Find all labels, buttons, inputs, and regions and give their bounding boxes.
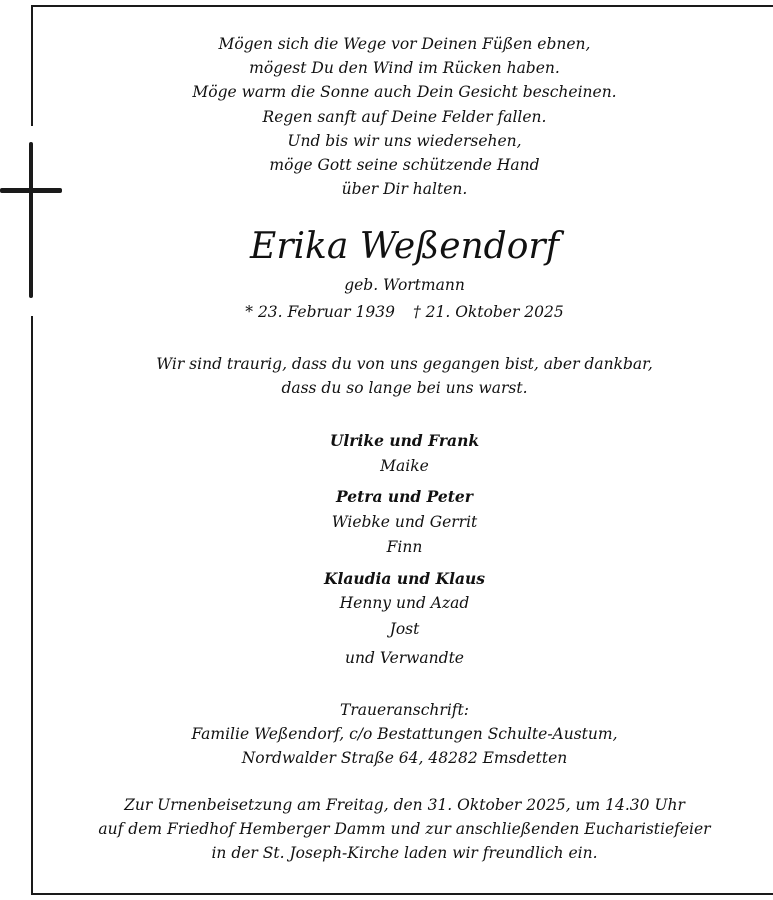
mourner-family-head: Ulrike und Frank xyxy=(329,431,480,450)
burial-notice-line: in der St. Joseph-Kirche laden wir freundlich ein. xyxy=(211,844,598,862)
mourning-address-label: Traueranschrift: xyxy=(340,701,469,719)
mourner-family-head: Petra und Peter xyxy=(336,487,473,506)
thanks-line: dass du so lange bei uns warst. xyxy=(281,379,528,397)
burial-notice-line: auf dem Friedhof Hemberger Damm und zur anschließenden Eucharistiefeier xyxy=(98,820,711,838)
poem-line: Regen sanft auf Deine Felder fallen. xyxy=(262,107,547,126)
deceased-name: Erika Weßendorf xyxy=(250,226,559,267)
mourner-family-member: Maike xyxy=(380,456,429,475)
birth-name: geb. Wortmann xyxy=(344,276,465,294)
thanks-text xyxy=(36,352,773,400)
poem-line: Möge warm die Sonne auch Dein Gesicht bescheinen. xyxy=(192,83,617,102)
mourner-family-member: Henny und Azad xyxy=(339,594,470,612)
mourner-family-member: Jost xyxy=(389,619,420,638)
poem-line: mögest Du den Wind im Rücken haben. xyxy=(249,59,560,78)
burial-notice xyxy=(36,793,773,865)
life-dates xyxy=(36,301,773,323)
mourner-family-member: Finn xyxy=(386,538,423,556)
poem xyxy=(36,32,773,201)
mourning-address-line: Familie Weßendorf, c/o Bestattungen Schulte-Austum, xyxy=(191,725,618,744)
mourners-list xyxy=(36,428,773,642)
thanks-line: Wir sind traurig, dass du von uns gegangen bist, aber dankbar, xyxy=(156,355,653,373)
poem-line: möge Gott seine schützende Hand xyxy=(269,156,540,175)
mourning-address xyxy=(36,698,773,771)
poem-line: über Dir halten. xyxy=(341,180,468,199)
poem-line: Und bis wir uns wiedersehen, xyxy=(287,131,522,150)
mourner-family-member: Wiebke und Gerrit xyxy=(331,512,478,531)
cross-vertical-bar xyxy=(29,142,33,298)
mourning-address-line: Nordwalder Straße 64, 48282 Emsdetten xyxy=(241,749,568,768)
burial-notice-line: Zur Urnenbeisetzung am Freitag, den 31. Oktober 2025, um 14.30 Uhr xyxy=(124,796,685,814)
relatives: und Verwandte xyxy=(345,649,464,667)
birth-date: * 23. Februar 1939 xyxy=(245,303,395,321)
death-date: † 21. Oktober 2025 xyxy=(412,303,564,321)
mourner-family-head: Klaudia und Klaus xyxy=(323,568,485,588)
poem-line: Mögen sich die Wege vor Deinen Füßen ebnen, xyxy=(218,35,591,53)
